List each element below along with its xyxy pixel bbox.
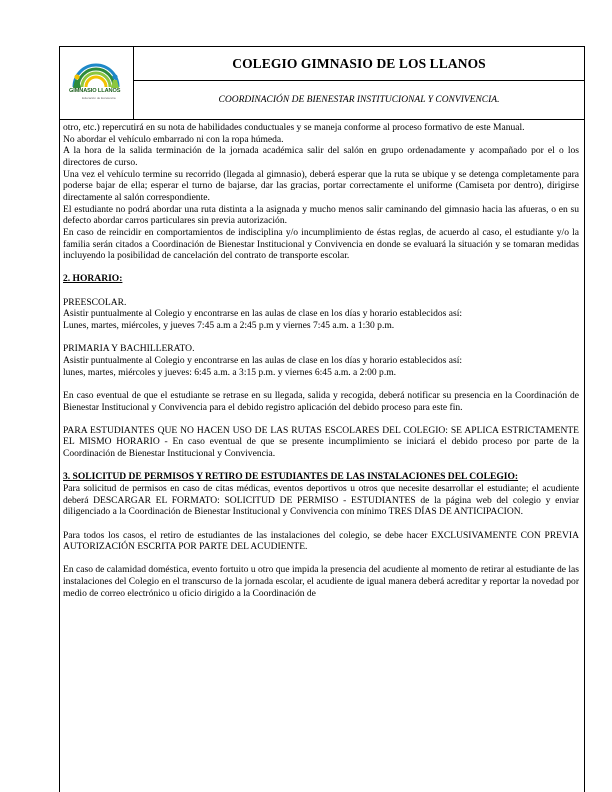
paragraph: El estudiante no podrá abordar una ruta distinta a la asignada y mucho menos salir caminando del gimnasio hacia las afueras, o en su defecto abordar carros particulares sin previa autorización. [63,203,579,227]
section-heading: 2. HORARIO: [63,273,123,285]
paragraph: En caso de calamidad doméstica, evento fortuito u otro que impida la presencia del acudiente al momento de retirar al estudiante de las instalaciones del Colegio en el transcurso de la jornada escolar, el acudiente de igual manera deberá acreditar y reportar la novedad por medio de correo electrónico u oficio dirigido a la Coordinación de [63,564,579,599]
preschool-schedule: Lunes, martes, miércoles, y jueves 7:45 a.m a 2:45 p.m y viernes 7:45 a.m. a 1:30 p.m. [63,320,395,332]
logo-tagline: Educación de Excelencia [82,96,116,100]
section-heading: 3. SOLICITUD DE PERMISOS Y RETIRO DE ESTUDIANTES DE LAS INSTALACIONES DEL COLEGIO: [63,471,519,483]
primary-schedule: lunes, martes, miércoles y jueves: 6:45 a.m. a 3:15 p.m. y viernes 6:45 a.m. a 2:00 p.m. [63,366,397,378]
paragraph: No abordar el vehículo embarrado ni con la ropa húmeda. [63,133,284,145]
school-name: COLEGIO GIMNASIO DE LOS LLANOS [232,55,486,71]
paragraph: otro, etc.) repercutirá en su nota de habilidades conductuales y se maneja conforme al proceso formativo de este Manual. [63,122,525,133]
paragraph: Para solicitud de permisos en caso de citas médicas, eventos deportivos u otros que necesite desarrollar el estudiante; el acudiente deberá DESCARGAR EL FORMATO: SOLICITUD DE PERMISO - ESTUDIANTES de la página web del colegio y enviar diligenciado a la Coordinación de Bienestar Institucional y Convivencia con mínimo TRES DÍAS DE ANTICIPACION. [63,482,579,518]
primary-label: PRIMARIA Y BACHILLERATO. [63,343,195,355]
paragraph: A la hora de la salida terminación de la jornada académica salir del salón en grupo ordenadamente y acompañado por el o los directores de curso. [63,145,579,168]
paragraph: Asistir puntualmente al Colegio y encontrarse en las aulas de clase en los días y horario establecidos así: [63,354,462,366]
school-logo [60,47,134,119]
logo-wordmark: GIMNASIO LLANOS [69,88,121,94]
rainbow-logo-icon [66,57,126,91]
paragraph: En caso eventual de que el estudiante se retrase en su llegada, salida y recogida, deberá notificar su presencia en la Coordinación de Bienestar Institucional y Convivencia para el debido registro aplicación del debido proceso para este fin. [63,389,579,413]
paragraph: Asistir puntualmente al Colegio y encontrarse en las aulas de clase en los días y horario establecidos así: [63,308,462,320]
department-name: COORDINACIÓN DE BIENESTAR INSTITUCIONAL Y CONVIVENCIA. [218,95,500,105]
preschool-label: PREESCOLAR. [63,296,127,308]
paragraph: Para todos los casos, el retiro de estudiantes de las instalaciones del colegio, se debe hacer EXCLUSIVAMENTE CON PREVIA AUTORIZACIÓN ESCRITA POR PARTE DEL ACUDIENTE. [63,529,579,553]
header-subtitle-cell [134,81,584,119]
paragraph: Una vez el vehículo termine su recorrido (llegada al gimnasio), deberá esperar que la ruta se ubique y se detenga completamente para poderse bajar de ella; esperar el turno de bajarse, dar las gracias, portar correctamente el uniforme (Camiseta por dentro), dirigirse directamente al salón correspondiente. [63,168,579,203]
paragraph: En caso de reincidir en comportamientos de indisciplina y/o incumplimiento de éstas reglas, de acuerdo al caso, el estudiante y/o la familia serán citados a Coordinación de Bienestar Institucional y Convivencia en donde se evaluará la situación y se tomaran medidas incluyendo la posibilidad de cancelación del contrato de transporte escolar. [63,226,579,262]
letterhead [59,46,585,120]
header-title-cell [134,47,584,81]
paragraph: PARA ESTUDIANTES QUE NO HACEN USO DE LAS RUTAS ESCOLARES DEL COLEGIO: SE APLICA ESTRICTAMENTE EL MISMO HORARIO - En caso eventual de que se presente incumplimiento se iniciará el debido proceso por parte de la Coordinación de Bienestar Institucional y Convivencia. [63,424,579,460]
document-body [63,122,579,599]
